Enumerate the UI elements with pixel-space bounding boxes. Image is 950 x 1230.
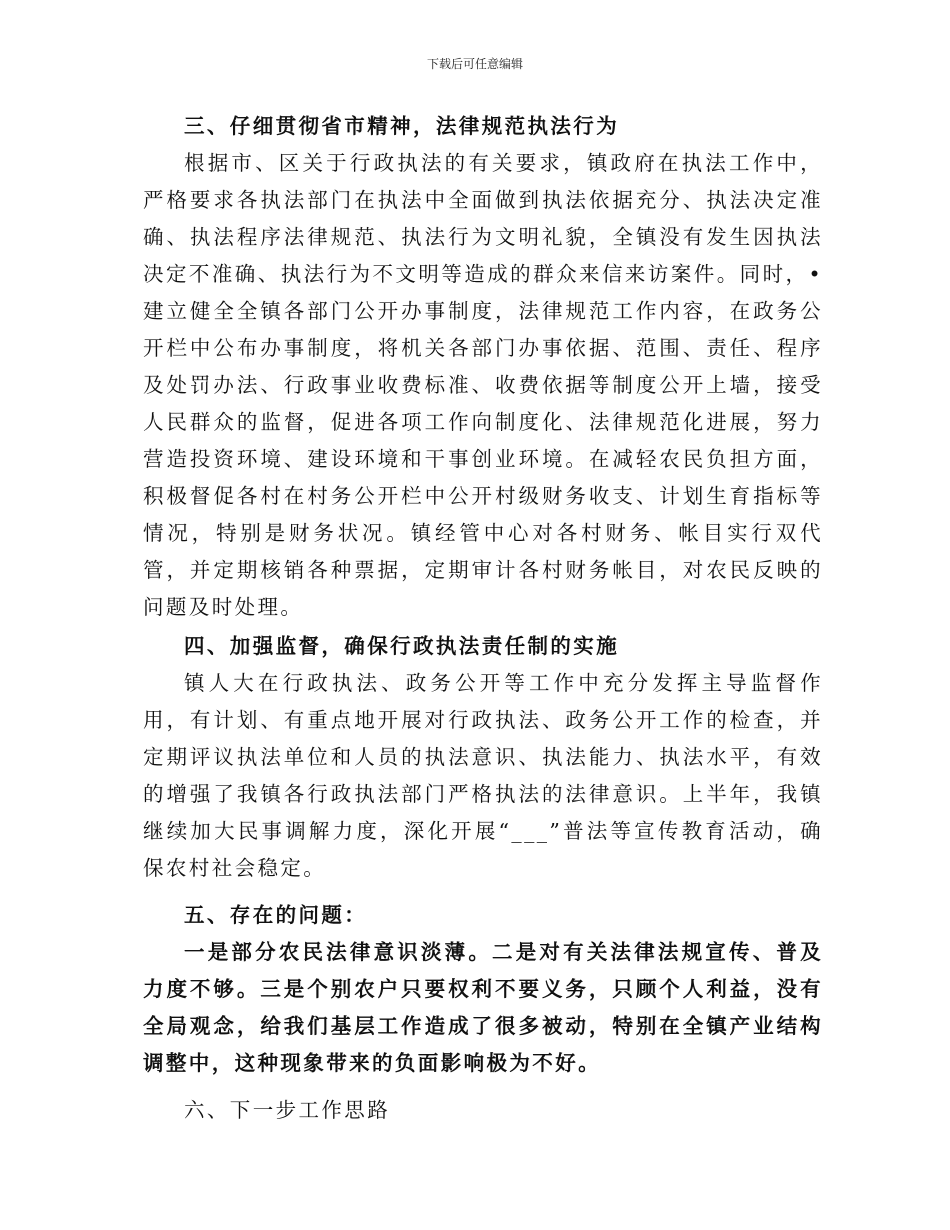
section-body-4: 镇人大在行政执法、政务公开等工作中充分发挥主导监督作用，有计划、有重点地开展对行政执法、政务公开工作的检查，并定期评议执法单位和人员的执法意识、执法能力、执法水平，有效的增强了我镇各行政执法部门严格执法的法律意识。上半年，我镇继续加大民事调解力度，深化开展“___”普法等宣传教育活动，确保农村社会稳定。 xyxy=(143,671,823,880)
section-body-3: 根据市、区关于行政执法的有关要求，镇政府在执法工作中，严格要求各执法部门在执法中全面做到执法依据充分、执法决定准确、执法程序法律规范、执法行为文明礼貌，全镇没有发生因执法决定不准确、执法行为不文明等造成的群众来信来访案件。同时，•建立健全全镇各部门公开办事制度，法律规范工作内容，在政务公开栏中公布办事制度，将机关各部门办事依据、范围、责任、程序及处罚办法、行政事业收费标准、收费依据等制度公开上墙，接受人民群众的监督，促进各项工作向制度化、法律规范化进展，努力营造投资环境、建设环境和干事创业环境。在减轻农民负担方面，积极督促各村在村务公开栏中公开村级财务收支、计划生育指标等情况，特别是财务状况。镇经管中心对各村财务、帐目实行双代管，并定期核销各种票据，定期审计各村财务帐目，对农民反映的问题及时处理。 xyxy=(143,151,823,619)
document-body xyxy=(143,108,823,1129)
section-heading-4: 四、加强监督，确保行政执法责任制的实施 xyxy=(184,634,620,658)
section-heading-3: 三、仔细贯彻省市精神，法律规范执法行为 xyxy=(184,114,620,138)
page-header: 下载后可任意编辑 xyxy=(426,57,523,71)
section-body-5: 一是部分农民法律意识淡薄。二是对有关法律法规宣传、普及力度不够。三是个别农户只要权利不要义务，只顾个人利益，没有全局观念，给我们基层工作造成了很多被动，特别在全镇产业结构调整中，这种现象带来的负面影响极为不好。 xyxy=(143,940,823,1075)
section-heading-6: 六、下一步工作思路 xyxy=(184,1098,391,1122)
section-heading-5: 五、存在的问题： xyxy=(184,903,368,927)
